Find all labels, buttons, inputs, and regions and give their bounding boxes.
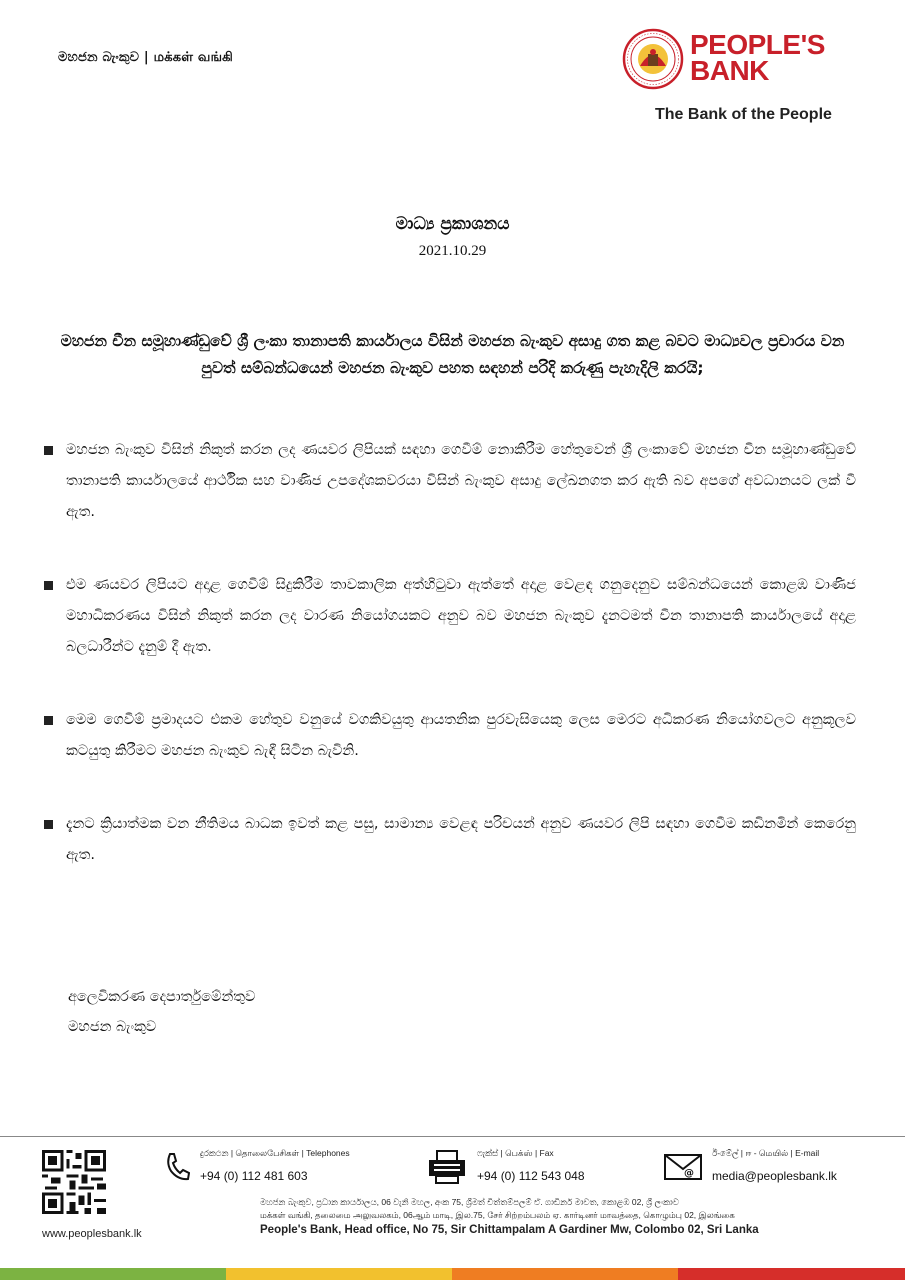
signoff-department: අලෙවිකරණ දෙපාර්තුමේන්තුව [68, 989, 256, 1005]
address-english: People's Bank, Head office, No 75, Sir Chittampalam A Gardiner Mw, Colombo 02, Sri Lanka [260, 1224, 759, 1236]
tagline: The Bank of the People [655, 106, 832, 123]
telephones-value[interactable]: +94 (0) 112 481 603 [200, 1169, 308, 1183]
address-block [260, 1196, 780, 1238]
svg-text:@: @ [684, 1168, 694, 1179]
fax-block [477, 1148, 585, 1183]
bullet-text: දැනට ක්‍රියාත්මක වන නීතිමය බාධක ඉවත් කළ පසු, සාමාන්‍ය වෙළඳ පරිචයන් අනුව ණයවර ලිපි සඳහා ගෙවීම කඩිනමින් කෙරෙනු ඇත. [66, 816, 856, 863]
signoff-bank: මහජන බැංකුව [68, 1019, 157, 1035]
qr-code-icon [42, 1150, 106, 1214]
website-link[interactable]: www.peoplesbank.lk [42, 1228, 142, 1240]
email-label: ඊ-මේල් | ஈ - மெயில் | E-mail [712, 1148, 820, 1158]
headline: මහජන චීන සමූහාණ්ඩුවේ ශ්‍රී ලංකා තානාපති කාර්යාලය විසින් මහජන බැංකුව අසාදු ගත කළ බවට මාධ්‍යවල ප්‍රචාරය වන පුවත් සම්බන්ධයෙන් මහජන බැංකුව පහත සඳහන් පරිදි කරුණු පැහැදිලි කරයි; [60, 332, 845, 377]
brand-name [690, 29, 825, 86]
fax-label: ෆැක්ස් | பெக்ஸ் | Fax [477, 1148, 554, 1158]
email-icon [664, 1154, 702, 1180]
list-item [44, 570, 856, 663]
address-sinhala: මහජන බැංකුව, ප්‍රධාන කාර්යාලය, 06 වැනි මහල, අංක 75, ශ්‍රීමත් චිත්තම්පලම් ඒ. ගාඩිනර් මාවත, කොළඹ 02, ශ්‍රී ලංකාව [260, 1197, 679, 1207]
brand-name-line2: BANK [690, 55, 769, 86]
list-item [44, 705, 856, 767]
bank-logo [622, 28, 842, 98]
bullet-text: එම ණයවර ලිපියට අදාළ ගෙවීම් සිදුකිරීම තාවකාලික අත්හිටුවා ඇත්තේ අදාළ වෙළඳ ගනුදෙනුව සම්බන්ධයෙන් කොළඹ වාණිජ මහාධිකරණය විසින් නිකුත් කරන ලද වාරණ නියෝගයකට අනුව බව මහජන බැංකුව දැනටමත් චීන තානාපති කාර්යාලයේ අදාළ බලධාරීන්ට දැනුම් දී ඇත. [66, 577, 856, 655]
stripe-green [0, 1268, 226, 1280]
telephones-label: දුරකථන | தொலைபேசிகள் | Telephones [200, 1148, 350, 1158]
document-date: 2021.10.29 [418, 243, 487, 259]
list-item [44, 435, 856, 528]
fax-icon [428, 1150, 466, 1184]
bullet-square-icon [44, 581, 53, 590]
bullet-list [44, 435, 856, 913]
phone-icon [164, 1152, 190, 1182]
list-item [44, 809, 856, 871]
fax-value[interactable]: +94 (0) 112 543 048 [477, 1169, 585, 1183]
bullet-square-icon [44, 820, 53, 829]
telephones-block [200, 1148, 350, 1183]
bullet-text: මහජන බැංකුව විසින් නිකුත් කරන ලද ණයවර ලිපියක් සඳහා ගෙවීම් නොකිරීම හේතුවෙන් ශ්‍රී ලංකාවේ මහජන චීන සමූහාණ්ඩුවේ තානාපති කාර්යාලයේ ආර්ථික සහ වාණිජ උපදේශකවරයා විසින් බැංකුව අසාදු ලේඛනගත කර ඇති බව අපගේ අවධානයට ලක් වී ඇත. [66, 442, 856, 520]
bullet-square-icon [44, 716, 53, 725]
stripe-red [678, 1268, 905, 1280]
peoples-bank-seal-icon [622, 28, 684, 90]
address-tamil: மக்கள் வங்கி, தலைமை அலுவலகம், 06ஆம் மாடி, இல.75, சேர் சிற்றம்பலம் ஏ. கார்டினர் மாவத்தை, கொழும்பு 02, இலங்கை [260, 1210, 735, 1220]
footer-divider [0, 1136, 905, 1137]
email-block [712, 1148, 837, 1183]
stripe-yellow [226, 1268, 452, 1280]
page-title: මාධ්‍ය ප්‍රකාශනය [395, 214, 510, 234]
email-value[interactable]: media@peoplesbank.lk [712, 1169, 837, 1183]
bullet-text: මෙම ගෙවීම් ප්‍රමාදයට එකම හේතුව වනුයේ වගකිවයුතු ආයතනික පුරවැසියෙකු ලෙස මෙරට අධිකරණ නියෝගවලට අනුකූලව කටයුතු කිරීමට මහජන බැංකුව බැඳී සිටින බැවිනි. [66, 712, 856, 759]
brand-name-line1: PEOPLE'S [690, 29, 825, 60]
bank-name-local: මහජන බැංකුව | மக்கள் வங்கி [58, 50, 234, 65]
signoff [68, 982, 255, 1042]
bullet-square-icon [44, 446, 53, 455]
stripe-orange [452, 1268, 678, 1280]
